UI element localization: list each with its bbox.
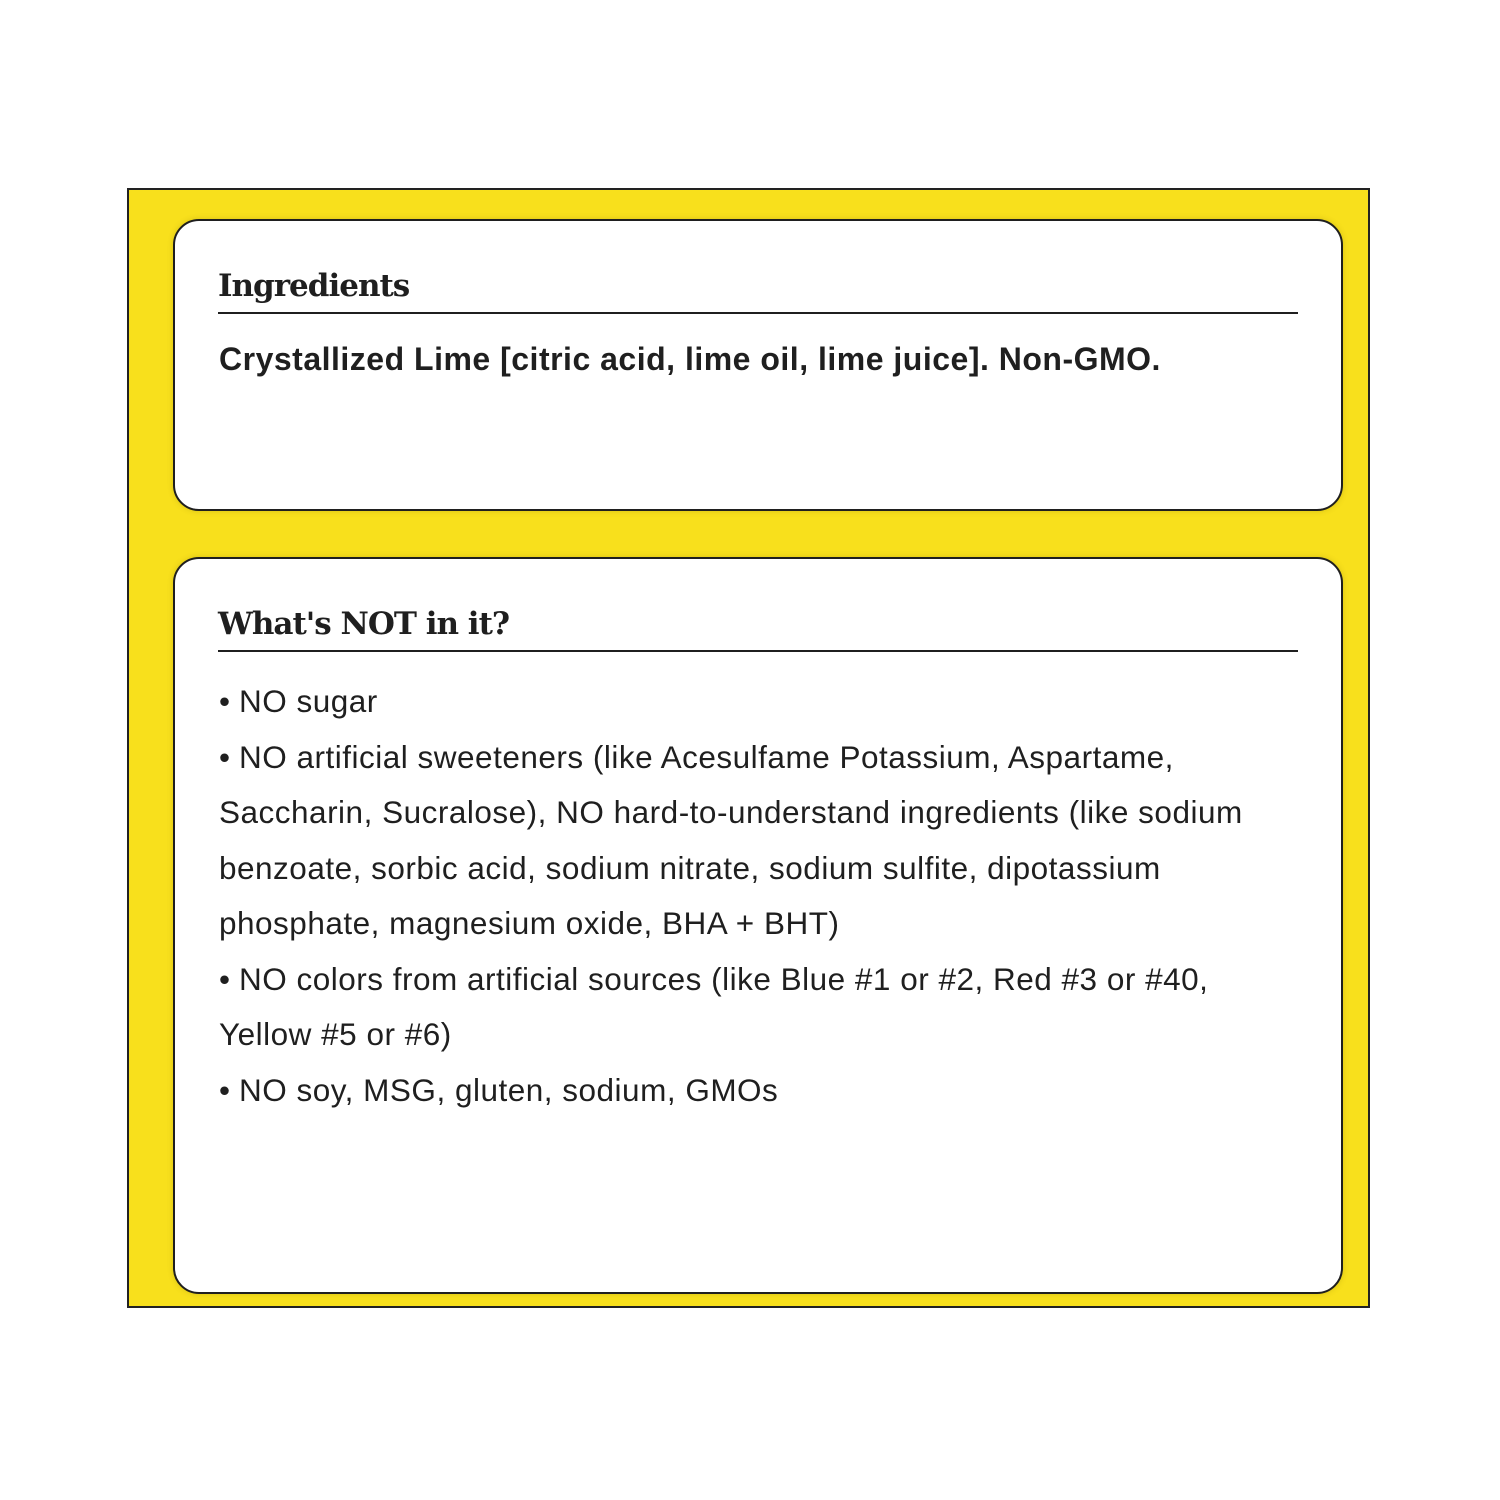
bullet-icon: • [219, 683, 231, 719]
list-item-text: NO artificial sweeteners (like Acesulfame Potassium, Aspartame, Saccharin, Sucralose), NO hard-to-understand ingredients (like sodium benzoate, sorbic acid, sodium nitrate, sodium sulfite, dipotassium phosphate, magnesium oxide, BHA + BHT) [219, 738, 1243, 941]
list-item [219, 730, 1301, 952]
not-in-it-heading: What's NOT in it? [218, 606, 1298, 652]
list-item [219, 674, 1301, 730]
list-item [219, 1063, 1301, 1119]
list-item [219, 952, 1301, 1063]
not-in-it-card [173, 557, 1343, 1294]
ingredients-card [173, 219, 1343, 511]
ingredients-heading: Ingredients [218, 268, 1298, 314]
list-item-text: NO soy, MSG, gluten, sodium, GMOs [239, 1071, 779, 1108]
yellow-panel [127, 188, 1370, 1308]
bullet-icon: • [219, 738, 231, 775]
ingredients-text: Crystallized Lime [citric acid, lime oil, lime juice]. Non-GMO. [219, 341, 1161, 377]
list-item-text: NO sugar [239, 683, 378, 719]
list-item-text: NO colors from artificial sources (like Blue #1 or #2, Red #3 or #40, Yellow #5 or #6) [219, 960, 1209, 1052]
not-in-it-list [219, 674, 1301, 1118]
bullet-icon: • [219, 960, 231, 997]
bullet-icon: • [219, 1071, 231, 1108]
